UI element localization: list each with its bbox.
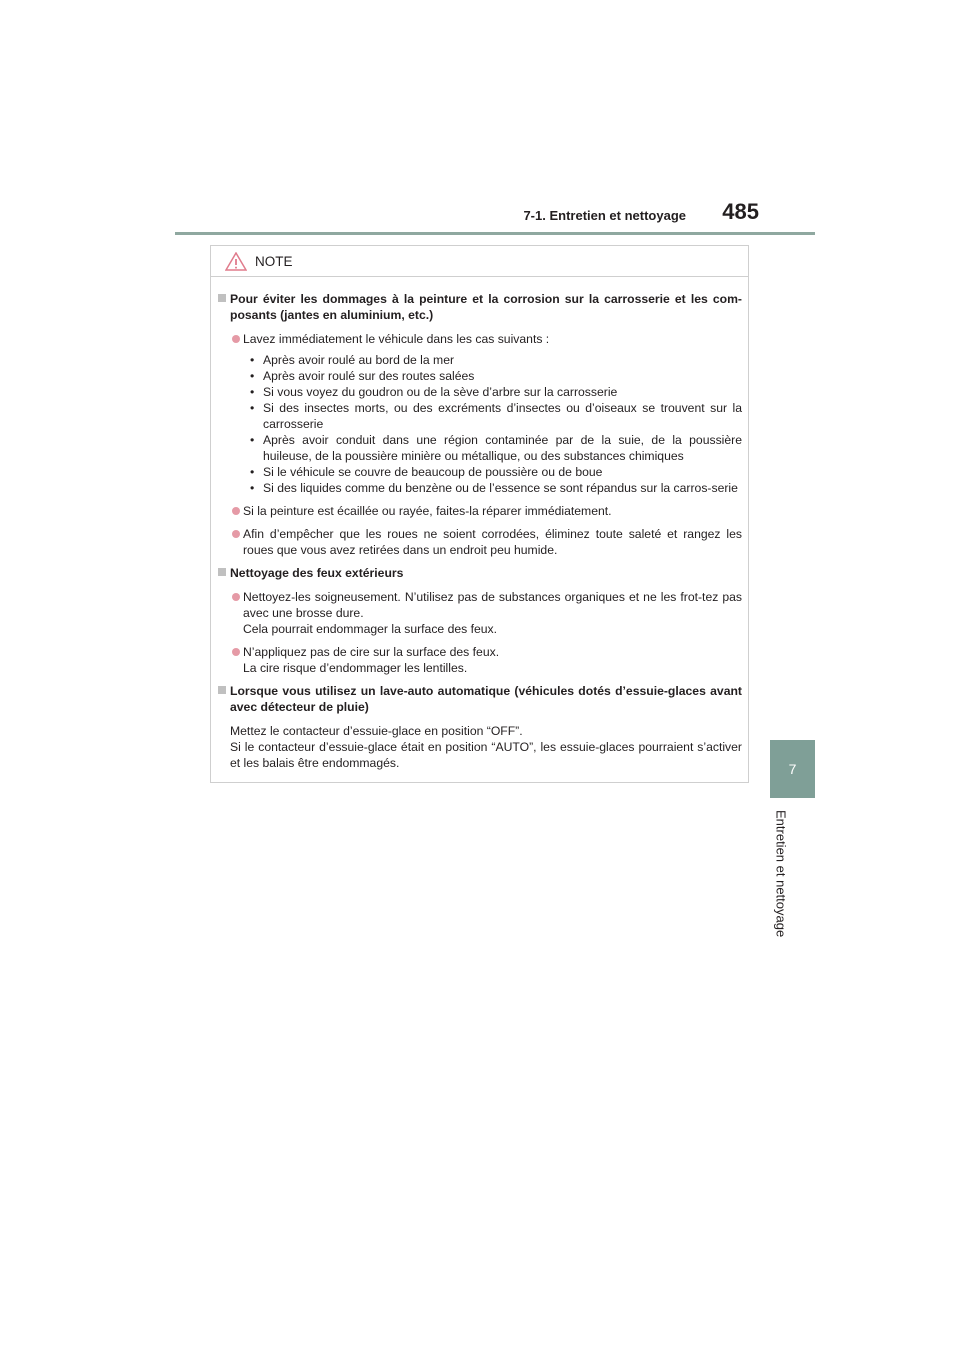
round-bullet-icon (232, 648, 240, 656)
chapter-title-vertical: Entretien et nettoyage (773, 810, 789, 938)
round-bullet-icon (232, 335, 240, 343)
round-bullet-icon (232, 507, 240, 515)
section-title: Nettoyage des feux extérieurs (217, 565, 742, 581)
sub-list-item: • Après avoir conduit dans une région contaminée par de la suie, de la poussière huileuse, de la poussière minière ou métallique, ou des substances chimiques (217, 432, 742, 464)
header-section-title: 7-1. Entretien et nettoyage (523, 208, 686, 223)
warning-triangle-icon (225, 252, 247, 271)
note-header (211, 246, 748, 277)
round-bullet-icon (232, 530, 240, 538)
sub-list-item: • Si des liquides comme du benzène ou de l’essence se sont répandus sur la carros-serie (217, 480, 742, 496)
header-divider (175, 232, 815, 235)
paragraph: Si le contacteur d’essuie-glace était en position “AUTO”, les essuie-glaces pourraient s’activer et les balais être endommagés. (230, 740, 742, 770)
sub-list (217, 352, 742, 496)
paragraph: Mettez le contacteur d’essuie-glace en position “OFF”. (230, 724, 523, 738)
list-item: Nettoyez-les soigneusement. N’utilisez pas de substances organiques et ne les frot-tez pas avec une brosse dure. Cela pourrait endommager la surface des feux. (217, 589, 742, 637)
round-bullet-icon (232, 593, 240, 601)
sub-list-item: • Si des insectes morts, ou des excréments d’insectes ou d’oiseaux se trouvent sur la carrosserie (217, 400, 742, 432)
square-bullet-icon (218, 294, 226, 302)
square-bullet-icon (218, 686, 226, 694)
sub-list-item: • Après avoir roulé au bord de la mer (217, 352, 742, 368)
sub-list-item: • Si vous voyez du goudron ou de la sève d’arbre sur la carrosserie (217, 384, 742, 400)
note-body (211, 277, 748, 771)
page-number: 485 (722, 199, 759, 224)
note-heading: NOTE (255, 253, 293, 269)
square-bullet-icon (218, 568, 226, 576)
list-item: Afin d’empêcher que les roues ne soient corrodées, éliminez toute saleté et rangez les roues que vous avez retirées dans un endroit peu humide. (217, 526, 742, 558)
chapter-tab: 7 (770, 740, 815, 798)
list-item: Si la peinture est écaillée ou rayée, faites-la réparer immédiatement. (217, 503, 742, 519)
sub-list-item: • Après avoir roulé sur des routes salées (217, 368, 742, 384)
note-box (210, 245, 749, 783)
sub-list-item: • Si le véhicule se couvre de beaucoup de poussière ou de boue (217, 464, 742, 480)
list-item: N’appliquez pas de cire sur la surface des feux. La cire risque d’endommager les lentilles. (217, 644, 742, 676)
section-title: Pour éviter les dommages à la peinture et la corrosion sur la carrosserie et les com-posants (jantes en aluminium, etc.) (217, 291, 742, 323)
section-title: Lorsque vous utilisez un lave-auto automatique (véhicules dotés d’essuie-glaces avant avec détecteur de pluie) (217, 683, 742, 715)
list-item: Lavez immédiatement le véhicule dans les cas suivants : (217, 331, 742, 347)
